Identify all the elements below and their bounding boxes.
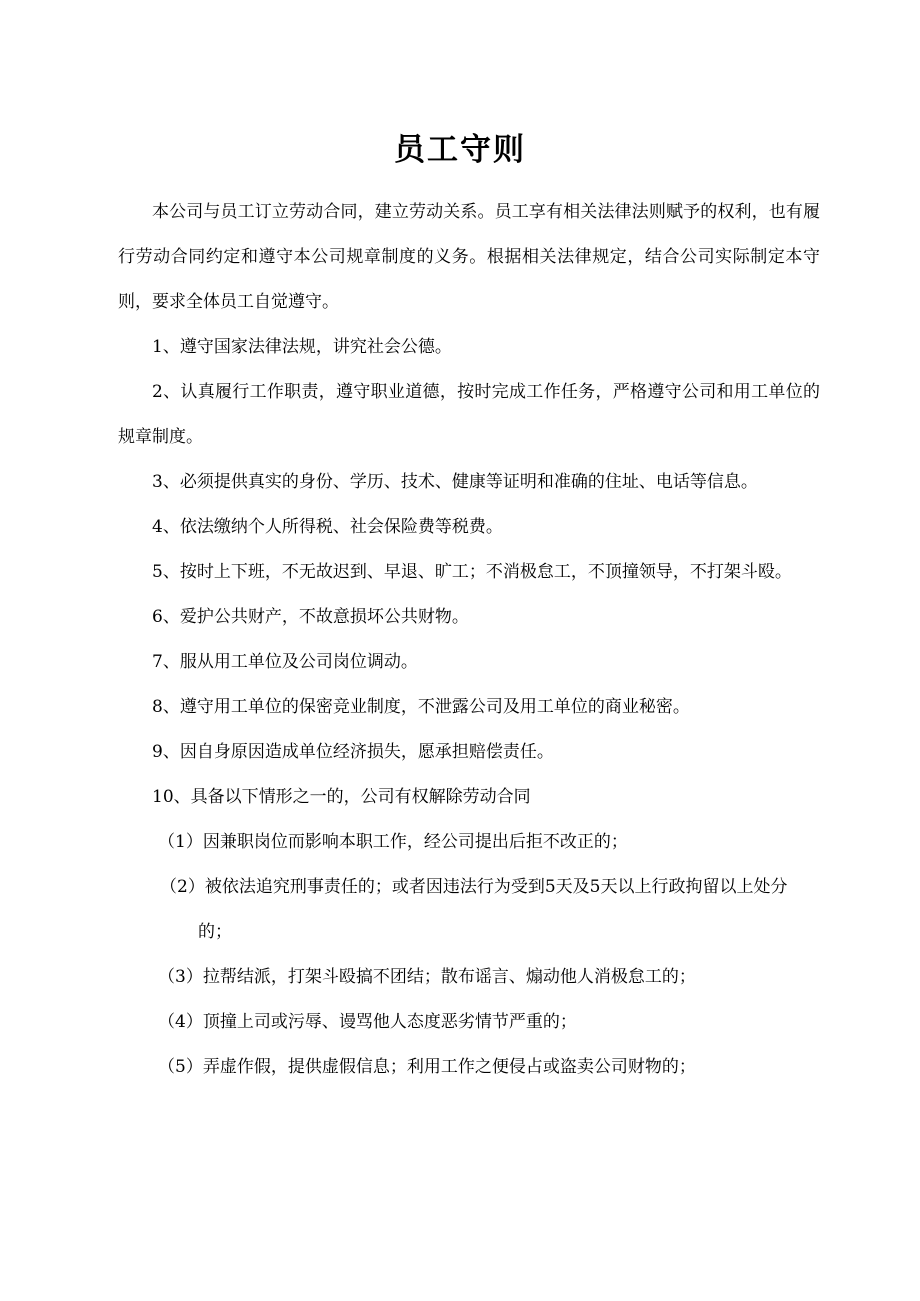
rule-8: 8、遵守用工单位的保密竞业制度，不泄露公司及用工单位的商业秘密。: [152, 697, 690, 717]
sub-item-1: （1）因兼职岗位而影响本职工作，经公司提出后拒不改正的；: [158, 832, 628, 852]
document-title: 员工守则: [394, 132, 526, 168]
intro-paragraph: 本公司与员工订立劳动合同，建立劳动关系。员工享有相关法律法则赋予的权利，也有履行劳动合同约定和遵守本公司规章制度的义务。根据相关法律规定，结合公司实际制定本守则，要求全体员工自觉遵守。: [118, 202, 820, 312]
rule-6: 6、爱护公共财产，不故意损坏公共财物。: [152, 607, 469, 627]
document-body: [118, 190, 820, 1090]
sub-item-3: （3）拉帮结派，打架斗殴搞不团结；散布谣言、煽动他人消极怠工的；: [158, 967, 696, 987]
rule-3: 3、必须提供真实的身份、学历、技术、健康等证明和准确的住址、电话等信息。: [152, 472, 758, 492]
rule-7: 7、服从用工单位及公司岗位调动。: [152, 652, 418, 672]
sub-item-4: （4）顶撞上司或污辱、谩骂他人态度恶劣情节严重的；: [158, 1012, 577, 1032]
sub-item-2: （2）被依法追究刑事责任的；或者因违法行为受到5天及5天以上行政拘留以上处分的；: [160, 877, 788, 942]
rule-4: 4、依法缴纳个人所得税、社会保险费等税费。: [152, 517, 503, 537]
rule-1: 1、遵守国家法律法规，讲究社会公德。: [152, 337, 452, 357]
sub-item-5: （5）弄虚作假，提供虚假信息；利用工作之便侵占或盗卖公司财物的；: [158, 1057, 696, 1077]
rule-10: 10、具备以下情形之一的，公司有权解除劳动合同: [152, 787, 531, 807]
rule-5: 5、按时上下班，不无故迟到、早退、旷工；不消极怠工，不顶撞领导，不打架斗殴。: [152, 562, 792, 582]
rule-2: 2、认真履行工作职责，遵守职业道德，按时完成工作任务，严格遵守公司和用工单位的规章制度。: [118, 382, 820, 447]
rule-9: 9、因自身原因造成单位经济损失，愿承担赔偿责任。: [152, 742, 554, 762]
